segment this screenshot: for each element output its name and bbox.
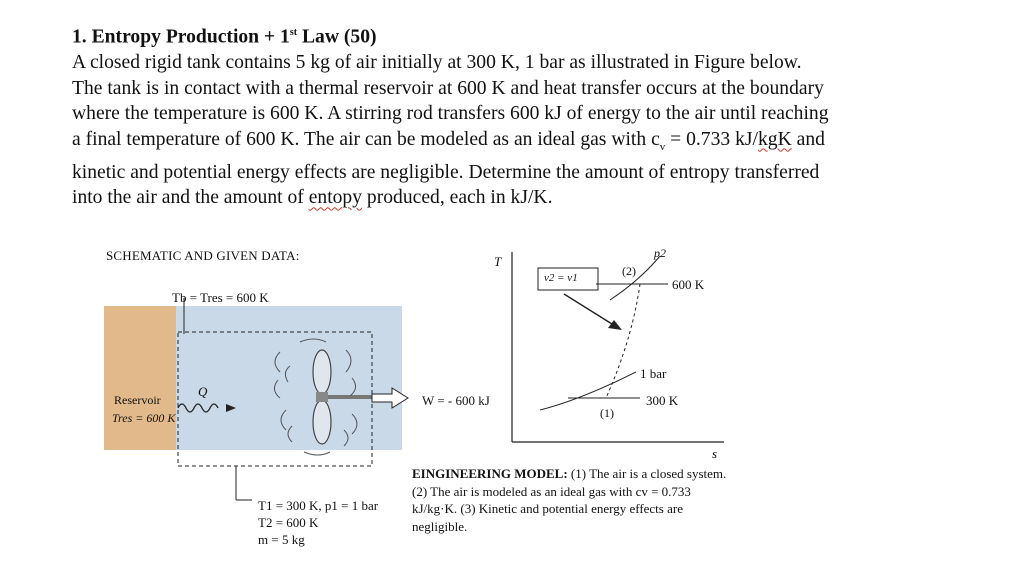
p1-label: 1 bar xyxy=(640,366,667,381)
reservoir-block xyxy=(104,306,176,450)
state-2-label: (2) xyxy=(622,264,636,278)
q-label: Q xyxy=(198,384,208,399)
t-high-label: 600 K xyxy=(672,277,705,292)
problem-line-1: A closed rigid tank contains 5 kg of air initially at 300 K, 1 bar as illustrated in Figure below. xyxy=(72,52,802,74)
given-data xyxy=(258,497,378,548)
tres-label: Tres = 600 K xyxy=(112,411,176,425)
v-constant-label: v2 = v1 xyxy=(544,272,578,284)
s-axis-label: s xyxy=(712,446,718,461)
reservoir-label: Reservoir xyxy=(114,393,161,407)
p2-label: p2 xyxy=(654,246,666,260)
t-low-label: 300 K xyxy=(646,393,679,408)
problem-line-3: where the temperature is 600 K. A stirring rod transfers 600 kJ of energy to the air until reaching xyxy=(72,103,829,125)
engineering-model xyxy=(412,465,732,535)
isobar-p1 xyxy=(540,372,636,410)
given-line-3: m = 5 kg xyxy=(258,532,305,547)
problem-heading: 1. Entropy Production + 1st Law (50) xyxy=(72,26,377,48)
problem-line-5: kinetic and potential energy effects are negligible. Determine the amount of entropy transferred xyxy=(72,161,820,183)
t-axis-label: T xyxy=(494,254,502,269)
given-line-2: T2 = 600 K xyxy=(258,515,319,530)
problem-line-2: The tank is in contact with a thermal reservoir at 600 K and heat transfer occurs at the boundary xyxy=(72,77,824,99)
schematic-title: SCHEMATIC AND GIVEN DATA: xyxy=(106,248,300,263)
tank-body xyxy=(176,306,402,450)
process-path xyxy=(606,284,640,398)
model-title: EINGINEERING MODEL: xyxy=(412,466,568,481)
model-text: (1) The air is a closed system. (2) The air is modeled as an ideal gas with cv = 0.733 kJ/kg·K. (3) Kinetic and potential energy effects are negligible. xyxy=(412,466,727,534)
problem-line-4: a final temperature of 600 K. The air can be modeled as an ideal gas with $c_v = 0.733$ kJ/kgK and xyxy=(72,128,825,153)
tb-label: Tb = Tres = 600 K xyxy=(172,290,269,305)
state-1-label: (1) xyxy=(600,406,614,420)
problem-line-6: into the air and the amount of entopy produced, each in kJ/K. xyxy=(72,187,553,209)
w-label: W = - 600 kJ xyxy=(422,393,490,408)
given-line-1: T1 = 300 K, p1 = 1 bar xyxy=(258,498,379,513)
